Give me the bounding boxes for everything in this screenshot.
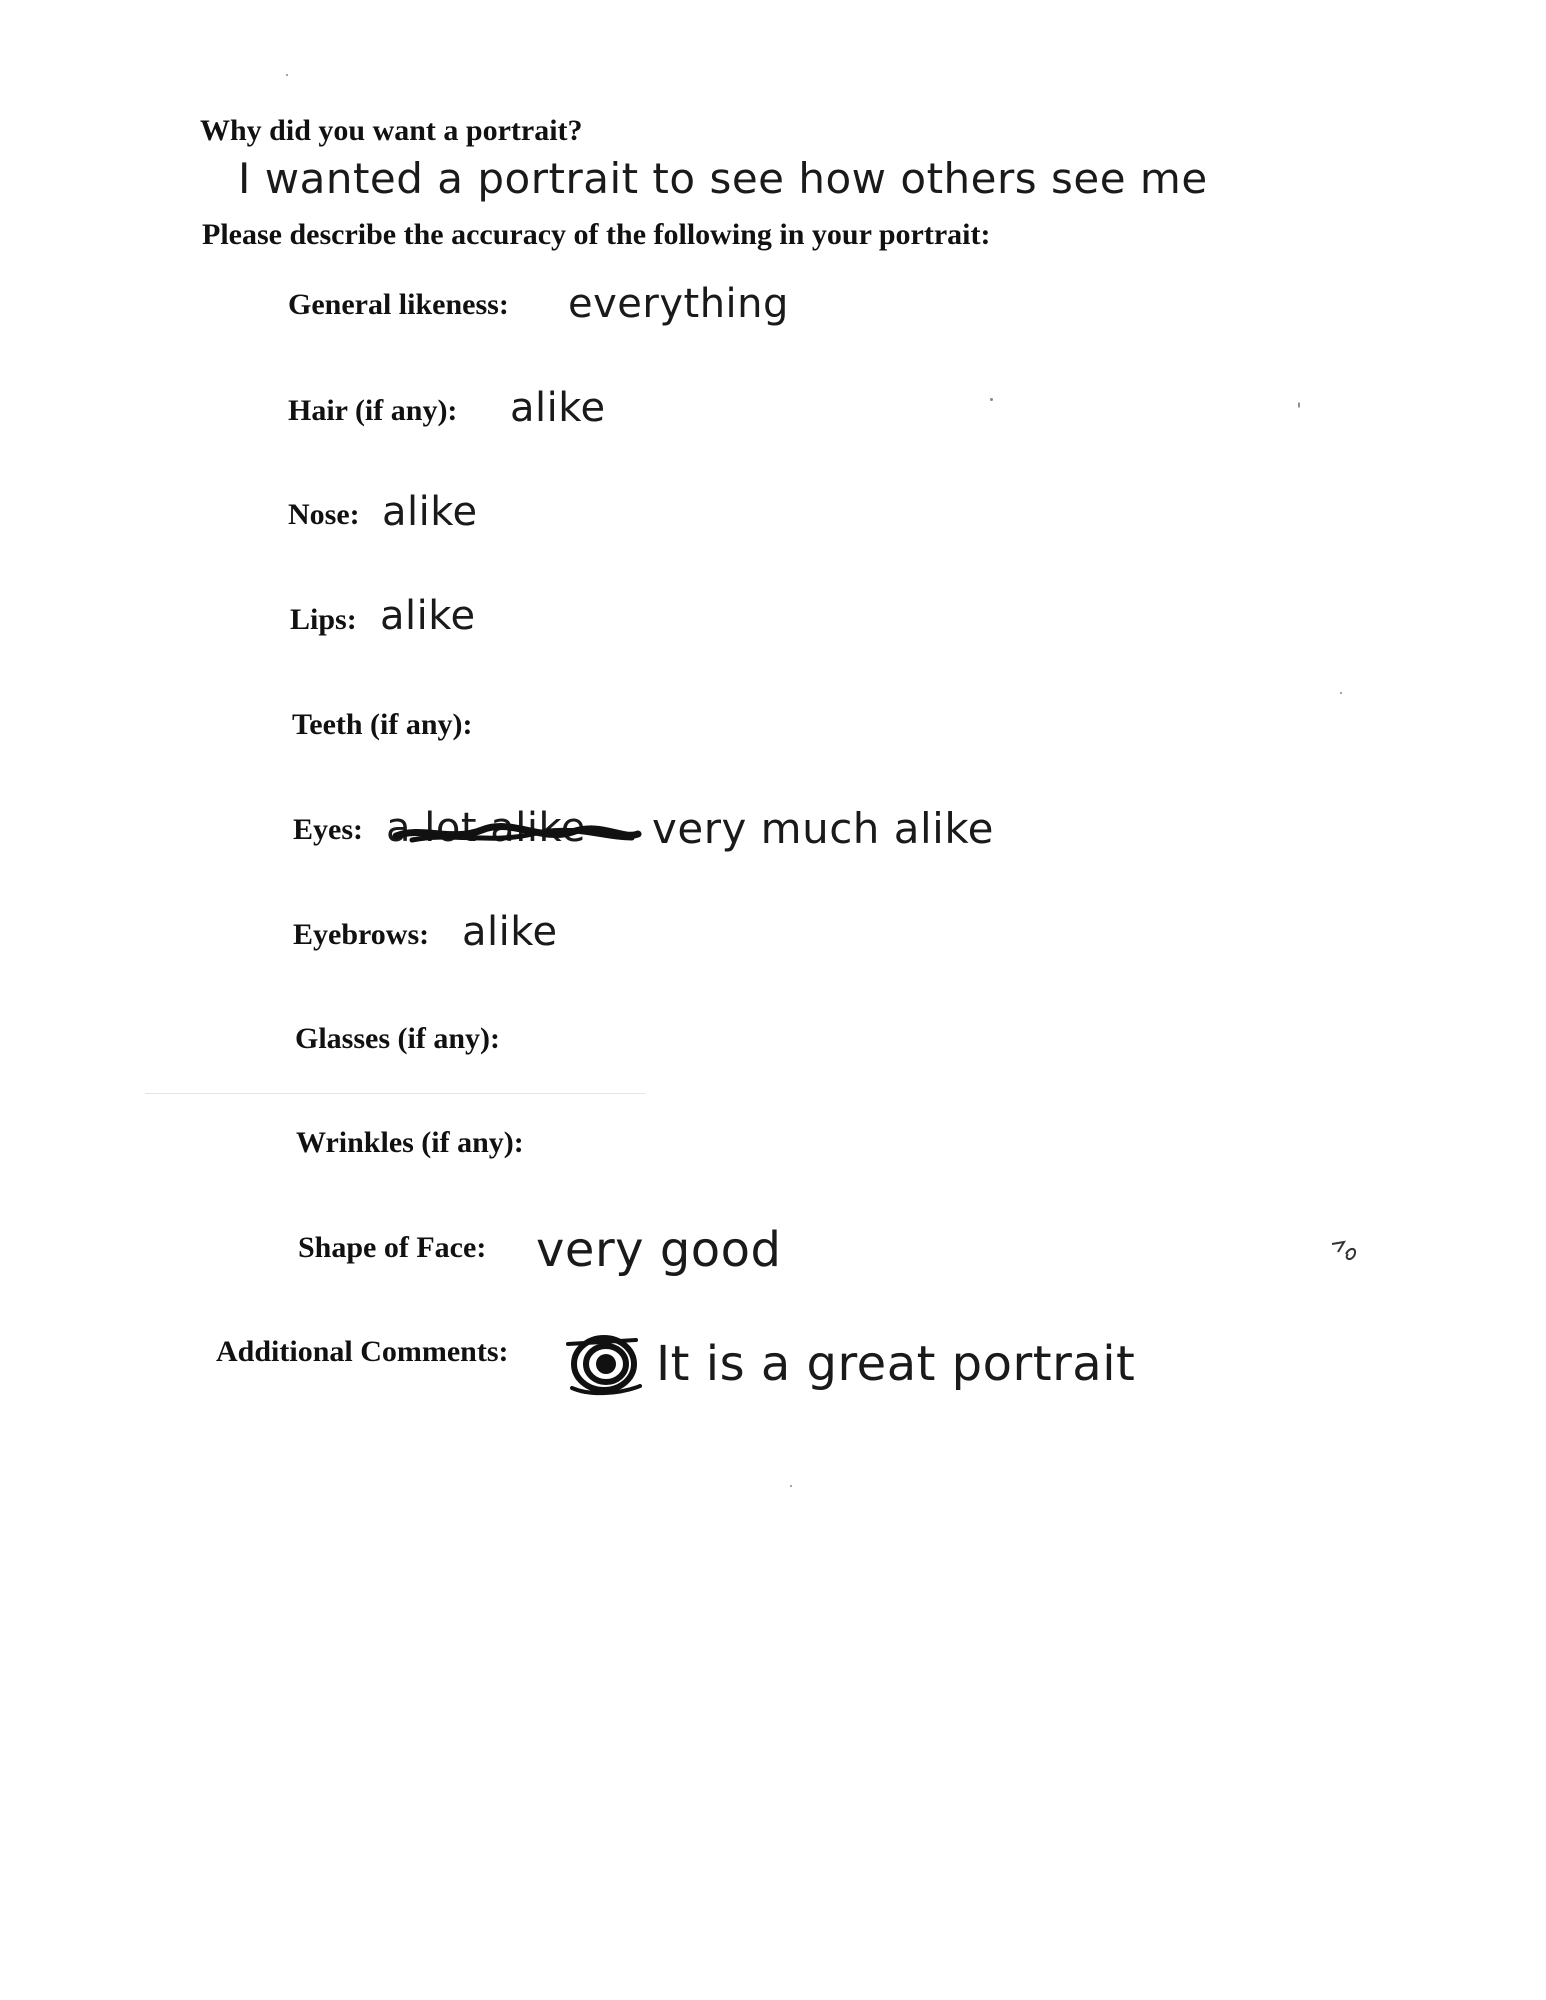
answer-nose: alike bbox=[382, 489, 478, 535]
label-teeth: Teeth (if any): bbox=[292, 708, 473, 741]
label-eyebrows: Eyebrows: bbox=[293, 918, 430, 951]
scan-speck bbox=[990, 398, 993, 401]
scan-speck bbox=[790, 1485, 792, 1487]
scan-speck bbox=[1298, 402, 1300, 408]
answer-eyes-struck-out: a lot alike bbox=[386, 808, 586, 848]
ink-scribble-blot bbox=[560, 1330, 644, 1400]
label-eyes: Eyes: bbox=[293, 813, 363, 846]
answer-additional-comments: It is a great portrait bbox=[656, 1336, 1136, 1392]
strikethrough-scribble bbox=[392, 814, 642, 854]
scan-speck bbox=[1340, 692, 1342, 694]
scan-speck bbox=[286, 74, 288, 76]
answer-eyes: very much alike bbox=[652, 804, 995, 853]
label-wrinkles: Wrinkles (if any): bbox=[296, 1126, 524, 1159]
label-glasses: Glasses (if any): bbox=[295, 1022, 500, 1055]
answer-why-portrait: I wanted a portrait to see how others see me bbox=[238, 154, 1208, 203]
answer-hair: alike bbox=[510, 385, 606, 431]
answer-general-likeness: everything bbox=[568, 281, 789, 327]
label-nose: Nose: bbox=[288, 498, 360, 531]
answer-eyebrows: alike bbox=[462, 909, 558, 955]
label-general-likeness: General likeness: bbox=[288, 288, 509, 321]
stray-pen-mark bbox=[1330, 1238, 1360, 1264]
question-accuracy: Please describe the accuracy of the following in your portrait: bbox=[202, 218, 991, 251]
label-lips: Lips: bbox=[290, 603, 357, 636]
answer-lips: alike bbox=[380, 593, 476, 639]
answer-shape-of-face: very good bbox=[536, 1222, 782, 1278]
label-additional-comments: Additional Comments: bbox=[216, 1335, 509, 1368]
question-why-portrait: Why did you want a portrait? bbox=[200, 114, 583, 147]
label-shape-of-face: Shape of Face: bbox=[298, 1231, 487, 1264]
label-hair: Hair (if any): bbox=[288, 394, 458, 427]
faint-scan-line bbox=[145, 1093, 645, 1094]
